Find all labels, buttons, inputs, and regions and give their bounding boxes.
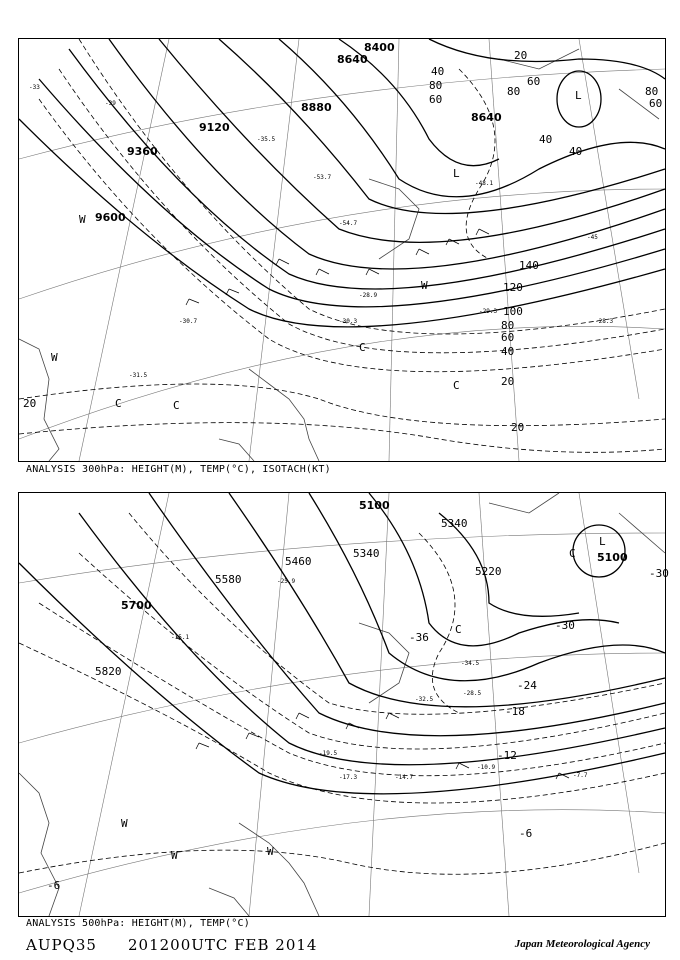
- isotach-label: 20: [514, 49, 528, 62]
- temp-label: -6: [519, 827, 533, 840]
- valid-time: 201200UTC FEB 2014: [128, 936, 318, 954]
- temp-label: -17.3: [339, 774, 358, 781]
- temp-label: -30: [555, 619, 575, 632]
- temp-label: -53.7: [313, 174, 332, 181]
- isotach-label: 60: [649, 97, 663, 110]
- warm-center-mark: W: [79, 213, 86, 226]
- height-label: 8640: [337, 53, 368, 66]
- temp-label: -32.5: [415, 696, 434, 703]
- temp-label: -54.7: [339, 220, 358, 227]
- isotach-label: 20: [501, 375, 515, 388]
- isotach-label: 40: [539, 133, 553, 146]
- temp-label: -30.3: [339, 318, 358, 325]
- height-label: 5700: [121, 599, 152, 612]
- isotach-label: 40: [501, 345, 515, 358]
- temp-label: -34.5: [461, 660, 480, 667]
- temp-label: -28.3: [595, 318, 614, 325]
- temp-label: -35.5: [257, 136, 276, 143]
- temp-label: -29.3: [479, 308, 498, 315]
- warm-center-mark: W: [267, 845, 274, 858]
- isotach-label: 40: [569, 145, 583, 158]
- caption-500hpa: ANALYSIS 500hPa: HEIGHT(M), TEMP(°C): [26, 918, 250, 929]
- height-label: 5340: [353, 547, 380, 560]
- isotach-label: 80: [429, 79, 443, 92]
- low-center-mark: L: [453, 167, 460, 180]
- temp-label: -48.1: [475, 180, 494, 187]
- low-center-mark: L: [599, 535, 606, 548]
- agency-name: Japan Meteorological Agency: [514, 938, 650, 950]
- caption-300hpa: ANALYSIS 300hPa: HEIGHT(M), TEMP(°C), ISOTACH(KT): [26, 464, 331, 475]
- height-label: 5100: [359, 499, 390, 512]
- warm-center-mark: W: [421, 279, 428, 292]
- temp-label: -18: [505, 705, 525, 718]
- isotach-label: 80: [645, 85, 659, 98]
- temp-label: -25.9: [277, 578, 296, 585]
- isotach-label: 100: [503, 305, 523, 318]
- temp-label: -45: [587, 234, 598, 241]
- cold-center-mark: C: [115, 397, 122, 410]
- temp-label: -12: [497, 749, 517, 762]
- height-label: 9600: [95, 211, 126, 224]
- map-500hpa: [18, 492, 669, 917]
- temp-label: -15.1: [171, 634, 190, 641]
- isotach-label: 60: [527, 75, 541, 88]
- wind-barbs: [186, 229, 489, 305]
- warm-center-mark: W: [171, 849, 178, 862]
- map-300hpa: [18, 38, 666, 462]
- temp-label: -7.7: [573, 772, 588, 779]
- temp-label: -33: [29, 84, 40, 91]
- isotach-label: 60: [429, 93, 443, 106]
- isotach-label: 20: [511, 421, 525, 434]
- warm-center-mark: W: [51, 351, 58, 364]
- cold-center-mark: C: [173, 399, 180, 412]
- height-contours: [19, 493, 665, 794]
- isotach-label: 120: [503, 281, 523, 294]
- height-label: 8880: [301, 101, 332, 114]
- height-label: 5220: [475, 565, 502, 578]
- temp-label: -10.9: [477, 764, 496, 771]
- height-label: 5340: [441, 517, 468, 530]
- temp-label: -24: [517, 679, 537, 692]
- height-label: 5460: [285, 555, 312, 568]
- warm-center-mark: W: [121, 817, 128, 830]
- height-label: 8640: [471, 111, 502, 124]
- temp-label: -30: [649, 567, 669, 580]
- height-contours: [19, 39, 665, 327]
- temp-label: -28.9: [359, 292, 378, 299]
- isotherm-lines: [19, 513, 665, 874]
- height-label: 8400: [364, 41, 395, 54]
- height-label: 9360: [127, 145, 158, 158]
- temp-label: -30.7: [179, 318, 198, 325]
- temp-label: -6: [47, 879, 61, 892]
- map-300hpa-drawing: [19, 39, 665, 461]
- isotach-label: 20: [23, 397, 37, 410]
- chart-code: AUPQ35: [26, 936, 97, 954]
- map-500hpa-drawing: [19, 493, 669, 916]
- isotach-label: 140: [519, 259, 539, 272]
- cold-center-mark: C: [359, 341, 366, 354]
- isotach-label: 40: [431, 65, 445, 78]
- isotach-label: 80: [507, 85, 521, 98]
- wind-barbs: [196, 713, 569, 779]
- temp-label: -31.5: [129, 372, 148, 379]
- temp-label: -39: [105, 100, 116, 107]
- isotach-label: 80: [501, 319, 515, 332]
- height-label: 5100: [597, 551, 628, 564]
- isotach-label: 60: [501, 331, 515, 344]
- height-label: 9120: [199, 121, 230, 134]
- cold-center-mark: C: [455, 623, 462, 636]
- temp-label: -28.5: [463, 690, 482, 697]
- temp-label: -19.5: [319, 750, 338, 757]
- cold-center-mark: C: [453, 379, 460, 392]
- temp-label: -14.7: [395, 774, 414, 781]
- low-center-mark: L: [575, 89, 582, 102]
- height-label: 5580: [215, 573, 242, 586]
- cold-center-mark: C: [569, 547, 576, 560]
- height-label: 5820: [95, 665, 122, 678]
- temp-label: -36: [409, 631, 429, 644]
